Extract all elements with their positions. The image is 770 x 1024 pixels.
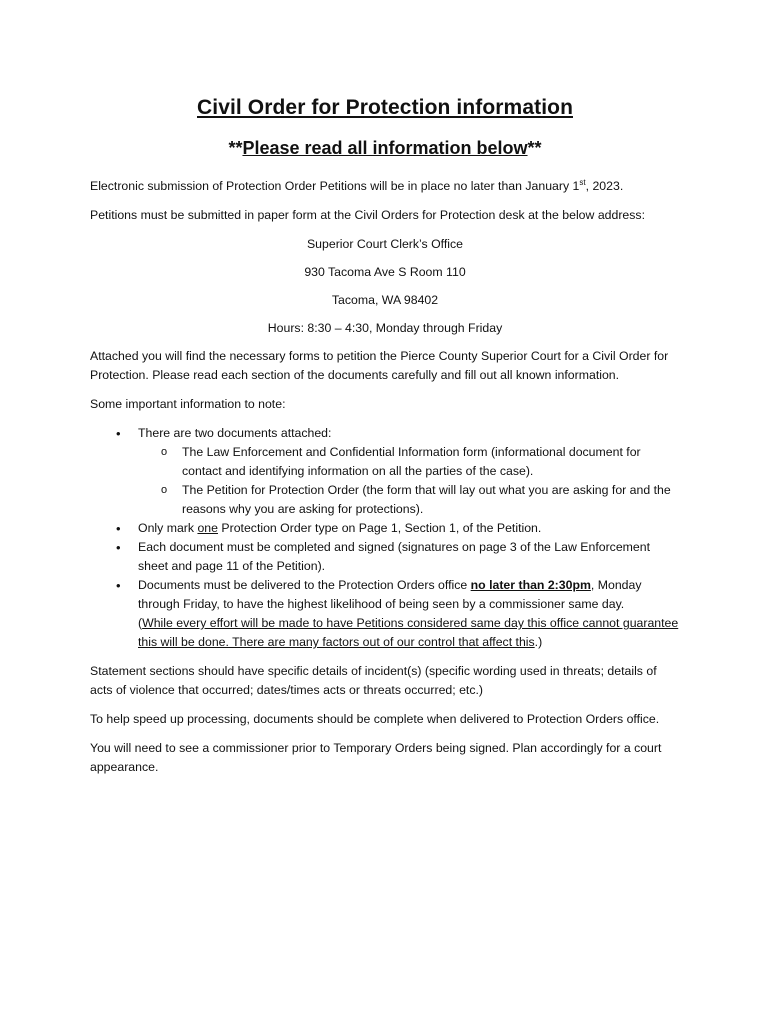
bullet-text: Only mark <box>138 521 198 535</box>
sub-list-item: o The Petition for Protection Order (the form that will lay out what you are asking for and the reasons why you are asking for protections). <box>182 481 680 519</box>
statement-paragraph: Statement sections should have specific details of incident(s) (specific wording used in threats; details of acts of violence that occurred; dates/times acts or threats occurred; etc.) <box>90 664 657 697</box>
address-street: 930 Tacoma Ave S Room 110 <box>304 265 466 279</box>
note-heading: Some important information to note: <box>90 397 286 411</box>
deadline-emphasis: no later than 2:30pm <box>470 578 591 592</box>
subtitle-text: Please read all information below <box>242 138 528 158</box>
page-subtitle <box>90 138 680 159</box>
disclaimer-underlined: While every effort will be made to have Petitions considered same day this office cannot guarantee this will be done. There are many factors out of our control that affect this <box>138 616 679 649</box>
sub-list <box>138 443 680 519</box>
paren-close: .) <box>534 635 543 649</box>
bullet-text-end: Protection Order type on Page 1, Section 1, of the Petition. <box>217 521 542 535</box>
bullet-text: There are two documents attached: <box>138 426 332 440</box>
paper-form-paragraph: Petitions must be submitted in paper form at the Civil Orders for Protection desk at the below address: <box>90 208 645 222</box>
electronic-submission-paragraph <box>90 177 680 196</box>
bullet-text-end: , Monday through Friday, to have the highest likelihood of being seen by a commissioner same day. <box>138 578 642 611</box>
sub-list-item: o The Law Enforcement and Confidential Information form (informational document for contact and identifying information on all the parties of the case). <box>182 443 680 481</box>
address-office: Superior Court Clerk’s Office <box>306 237 464 251</box>
page-title: Civil Order for Protection information <box>197 96 573 119</box>
electronic-text: Electronic submission of Protection Order Petitions will be in place no later than January 1 <box>90 179 580 193</box>
bullet-underlined: one <box>197 521 218 535</box>
important-info-list <box>90 424 680 652</box>
subtitle-suffix: ** <box>527 138 542 158</box>
list-item <box>138 519 680 538</box>
list-item: • Each document must be completed and signed (signatures on page 3 of the Law Enforcement sheet and page 11 of the Petition). <box>138 538 680 576</box>
commissioner-paragraph: You will need to see a commissioner prior to Temporary Orders being signed. Plan accordingly for a court appearance. <box>90 741 662 774</box>
bullet-text: Documents must be delivered to the Protection Orders office <box>138 578 471 592</box>
address-city: Tacoma, WA 98402 <box>331 293 439 307</box>
subtitle-prefix: ** <box>228 138 243 158</box>
list-item <box>138 576 680 652</box>
electronic-text-end: , 2023. <box>585 179 624 193</box>
attached-paragraph: Attached you will find the necessary forms to petition the Pierce County Superior Court for a Civil Order for Protection. Please read each section of the documents carefully and fill out all known information. <box>90 349 669 382</box>
paren-open: ( <box>138 616 143 630</box>
list-item <box>138 424 680 519</box>
electronic-sup: st <box>579 177 586 187</box>
office-hours: Hours: 8:30 – 4:30, Monday through Friday <box>267 321 503 335</box>
speed-paragraph: To help speed up processing, documents should be complete when delivered to Protection Orders office. <box>90 712 660 726</box>
